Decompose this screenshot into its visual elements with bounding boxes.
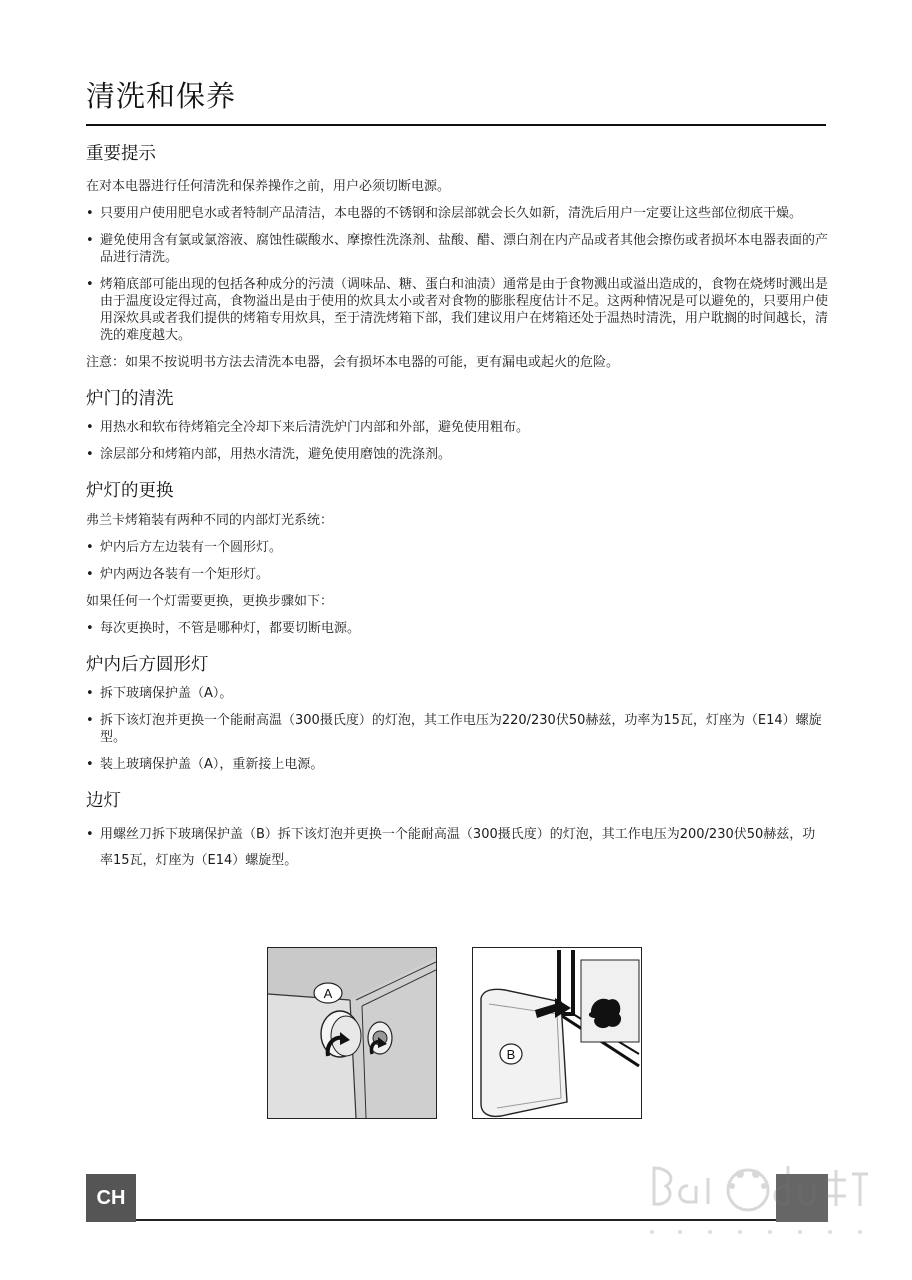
section-heading-side-lamp: 边灯 (86, 791, 121, 811)
bullet-icon: • (86, 277, 94, 292)
figure-label-a: A (323, 986, 333, 1001)
list-item (86, 712, 828, 746)
bullet-icon: • (86, 757, 94, 772)
list-item (86, 446, 828, 463)
list-item (86, 756, 828, 773)
section-heading-door: 炉门的清洗 (86, 389, 174, 409)
list-item-text: 每次更换时，不管是哪种灯，都要切断电源。 (100, 621, 361, 636)
section-heading-important: 重要提示 (86, 144, 156, 164)
lamp-figures (267, 947, 641, 1119)
bullet-icon: • (86, 233, 94, 248)
section-heading-rear-lamp: 炉内后方圆形灯 (86, 655, 209, 675)
list-item (86, 685, 828, 702)
list-item (86, 620, 828, 637)
list-item-text: 拆下该灯泡并更换一个能耐高温（300摄氏度）的灯泡，其工作电压为220/230伏50赫兹，功率为15瓦，灯座为（E14）螺旋型。 (100, 713, 822, 745)
list-item (86, 276, 828, 344)
section-heading-lamp: 炉灯的更换 (86, 481, 174, 501)
side-lamp-illustration (473, 948, 641, 1118)
list-item-text: 拆下玻璃保护盖（A）。 (100, 686, 233, 701)
list-item-text: 炉内两边各装有一个矩形灯。 (100, 567, 270, 582)
list-item-text: 用螺丝刀拆下玻璃保护盖（B）拆下该灯泡并更换一个能耐高温（300摄氏度）的灯泡，其工作电压为200/230伏50赫兹，功率15瓦，灯座为（E14）螺旋型。 (100, 827, 816, 868)
list-item-text: 只要用户使用肥皂水或者特制产品清洁，本电器的不锈钢和涂层部就会长久如新，清洗后用户一定要让这些部位彻底干燥。 (100, 206, 803, 221)
list-item (86, 205, 828, 222)
list-item-text: 炉内后方左边装有一个圆形灯。 (100, 540, 283, 555)
language-badge: CH (86, 1174, 136, 1222)
list-item-text: 涂层部分和烤箱内部，用热水清洗，避免使用磨蚀的洗涤剂。 (100, 447, 452, 462)
bullet-icon: • (86, 827, 94, 842)
list-item-text: 装上玻璃保护盖（A），重新接上电源。 (100, 757, 324, 772)
list-item-text: 烤箱底部可能出现的包括各种成分的污渍（调味品、糖、蛋白和油渍）通常是由于食物溅出或溢出造成的，食物在烧烤时溅出是由于温度设定得过高，食物溢出是由于使用的炊具太小或者对食物的膨胀程度估计不足。这两种情况是可以避免的，只要用户使用深炊具或者我们提供的烤箱专用炊具，至于清洗烤箱下部，我们建议用户在烤箱还处于温热时清洗，用户耽搁的时间越长，清洗的难度越大。 (100, 277, 829, 343)
bullet-icon: • (86, 447, 94, 462)
lamp-intro: 弗兰卡烤箱装有两种不同的内部灯光系统： (86, 513, 334, 528)
baidu-jingyan-watermark-logo (640, 1140, 876, 1250)
figure-rear-lamp (267, 947, 437, 1119)
title-divider (86, 124, 826, 126)
list-item (86, 539, 828, 556)
list-item-text: 用热水和软布待烤箱完全冷却下来后清洗炉门内部和外部，避免使用粗布。 (100, 420, 530, 435)
figure-label-b: B (506, 1047, 516, 1062)
bullet-icon: • (86, 686, 94, 701)
bullet-icon: • (86, 540, 94, 555)
figure-side-lamp (472, 947, 642, 1119)
bullet-icon: • (86, 713, 94, 728)
lamp-intro-2: 如果任何一个灯需要更换，更换步骤如下： (86, 594, 334, 609)
important-note: 注意：如果不按说明书方法去清洗本电器，会有损坏本电器的可能，更有漏电或起火的危险。 (86, 355, 620, 370)
list-item (86, 232, 828, 266)
list-item-text: 避免使用含有氯或氯溶液、腐蚀性碳酸水、摩擦性洗涤剂、盐酸、醋、漂白剂在内产品或者其他会擦伤或者损坏本电器表面的产品进行清洗。 (100, 233, 829, 265)
list-item (86, 566, 828, 583)
bullet-icon: • (86, 621, 94, 636)
main-content (86, 140, 828, 874)
list-item (86, 822, 828, 874)
bullet-icon: • (86, 420, 94, 435)
bullet-icon: • (86, 567, 94, 582)
bullet-icon: • (86, 206, 94, 221)
important-intro: 在对本电器进行任何清洗和保养操作之前，用户必须切断电源。 (86, 179, 451, 194)
list-item (86, 419, 828, 436)
rear-lamp-illustration (268, 948, 436, 1118)
page-title: 清洗和保养 (86, 79, 237, 113)
